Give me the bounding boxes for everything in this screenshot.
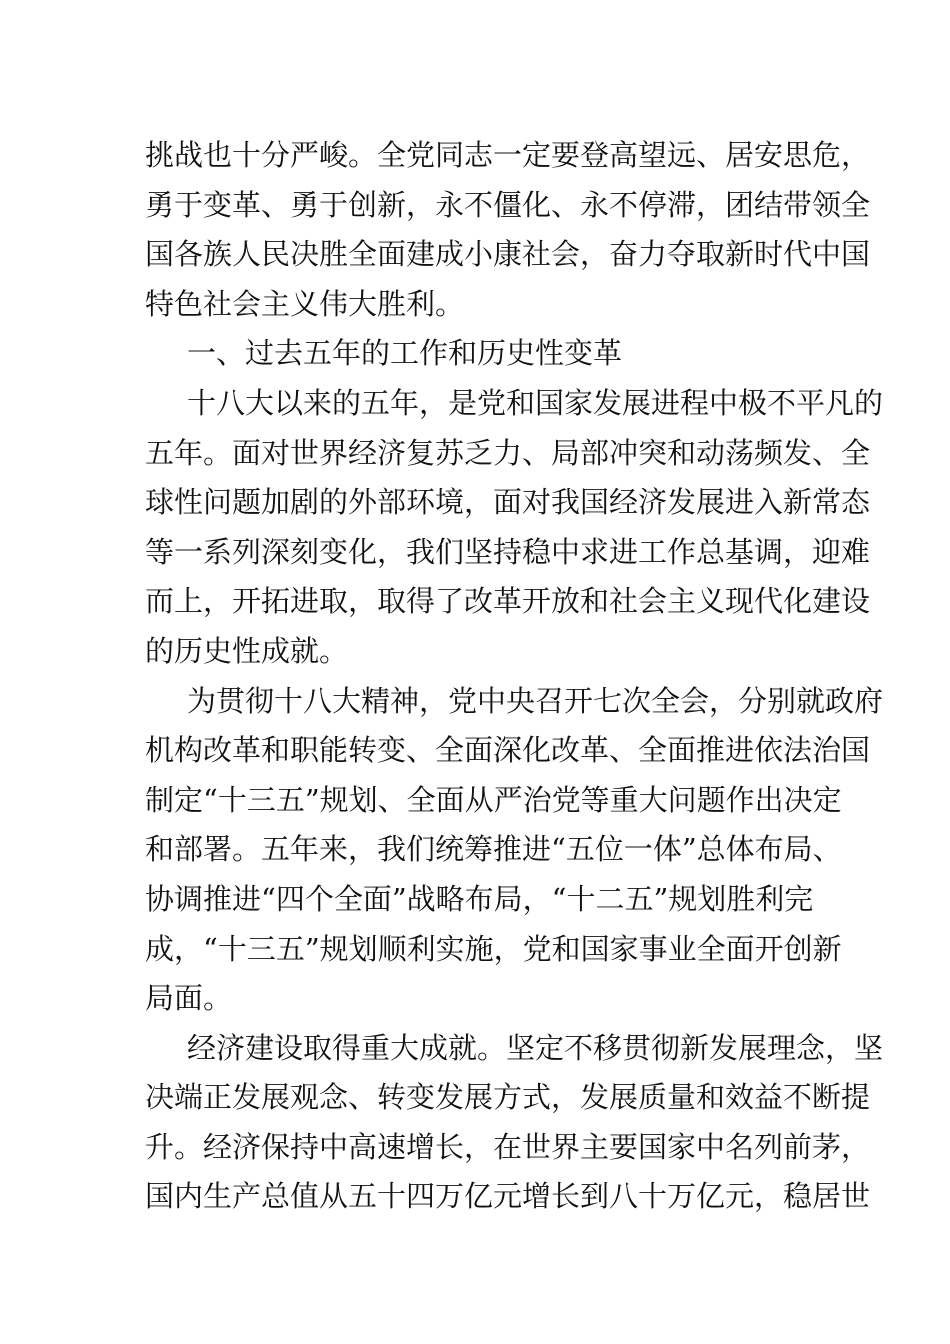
text-line: 挑战也十分严峻。全党同志一定要登高望远、居安思危， [145,138,871,172]
text-line: 决端正发展观念、转变发展方式，发展质量和效益不断提 [145,1080,871,1115]
text-line: 升。经济保持中高速增长，在世界主要国家中名列前茅， [145,1129,871,1164]
body-text [145,131,884,1222]
paragraph-first-line: 为贯彻十八大精神，党中央召开七次全会，分别就政府 [187,683,884,718]
text-line: 和部署。五年来，我们统筹推进“五位一体”总体布局、 [145,832,842,867]
text-line: 等一系列深刻变化，我们坚持稳中求进工作总基调，迎难 [145,534,871,569]
text-line: 特色社会主义伟大胜利。 [145,286,465,321]
paragraph-first-line: 十八大以来的五年，是党和国家发展进程中极不平凡的 [187,385,884,420]
text-line: 的历史性成就。 [145,633,349,668]
text-line: 机构改革和职能转变、全面深化改革、全面推进依法治国 [145,733,871,768]
text-line: 国各族人民决胜全面建成小康社会，奋力夺取新时代中国 [145,237,871,272]
text-line: 制定“十三五”规划、全面从严治党等重大问题作出决定 [145,782,842,817]
text-line: 五年。面对世界经济复苏乏力、局部冲突和动荡频发、全 [145,435,871,470]
text-line: 局面。 [145,981,233,1016]
paragraph-first-line: 经济建设取得重大成就。坚定不移贯彻新发展理念，坚 [187,1030,884,1065]
text-line: 而上，开拓进取，取得了改革开放和社会主义现代化建设 [145,584,871,619]
text-line: 球性问题加剧的外部环境，面对我国经济发展进入新常态 [145,485,871,520]
text-line: 协调推进“四个全面”战略布局，“十二五”规划胜利完 [145,881,814,916]
text-line: 成，“十三五”规划顺利实施，党和国家事业全面开创新 [145,931,842,966]
text-line: 国内生产总值从五十四万亿元增长到八十万亿元，稳居世 [145,1179,871,1214]
text-line: 勇于变革、勇于创新，永不僵化、永不停滞，团结带领全 [145,187,871,222]
paragraph-first-line: 一、过去五年的工作和历史性变革 [187,336,623,371]
